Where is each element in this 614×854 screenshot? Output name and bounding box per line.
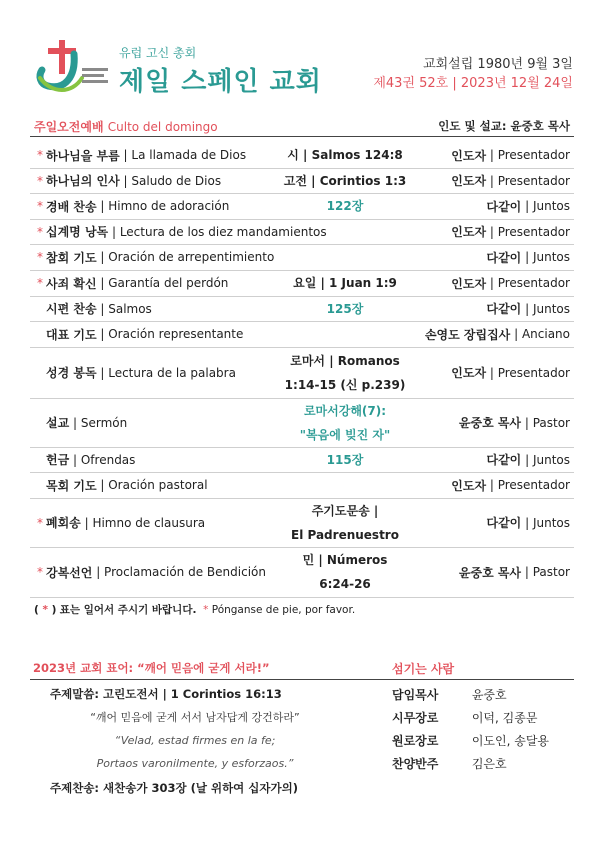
item-name-es: Himno de adoración <box>108 199 230 213</box>
servers-heading: 섬기는 사람 <box>392 662 455 676</box>
item-sep: | <box>69 415 81 430</box>
item-name-ko: 강복선언 <box>46 565 93 580</box>
item-label <box>34 270 228 296</box>
item-name-ko: 십계명 낭독 <box>46 225 109 239</box>
item-reference-line1: 주기도문송 | <box>311 503 379 518</box>
item-reference <box>265 142 425 168</box>
stand-marker: * <box>37 148 43 162</box>
item-name-ko: 사죄 확신 <box>46 276 97 291</box>
leader-sep: | <box>510 327 522 341</box>
item-label <box>34 244 274 270</box>
leader-sep: | <box>486 276 498 290</box>
leader-ko: 다같이 <box>486 453 522 467</box>
motto-text-es-1: “Velad, estad firmes en la fe; <box>114 734 276 747</box>
leader-es: Juntos <box>532 250 570 264</box>
item-leader <box>486 447 570 472</box>
item-reference-line1: 125장 <box>326 301 364 316</box>
leader-es: Juntos <box>532 301 570 316</box>
item-reference-line1: 로마서 | Romanos <box>290 353 400 368</box>
leader-es: Presentador <box>497 148 570 162</box>
server-role: 원로장로 <box>392 734 439 748</box>
item-sep: | <box>96 301 109 316</box>
stand-marker: * <box>37 515 43 530</box>
item-leader <box>451 142 570 168</box>
leader-sep: | <box>521 565 533 579</box>
item-name-es: Salmos <box>108 301 152 316</box>
leader-sep: | <box>521 301 533 316</box>
item-leader <box>486 244 570 270</box>
worship-item <box>30 498 574 548</box>
stand-marker: * <box>37 199 43 213</box>
item-reference <box>265 219 425 244</box>
server-names: 이도인, 송달용 <box>471 734 550 748</box>
preacher-line: 인도 및 설교: 윤중호 목사 <box>438 119 570 133</box>
leader-es: Pastor <box>532 565 570 579</box>
item-label <box>34 472 208 498</box>
item-label <box>34 347 236 398</box>
worship-item <box>30 168 574 194</box>
leader-sep: | <box>521 515 533 530</box>
server-row <box>392 755 507 772</box>
worship-item <box>30 447 574 473</box>
item-leader <box>486 193 570 219</box>
item-reference-line1: 시 | Salmos 124:8 <box>287 148 403 162</box>
item-leader <box>451 219 570 244</box>
item-reference-line1: 고전 | Corintios 1:3 <box>283 173 407 188</box>
stand-marker: * <box>37 224 43 239</box>
church-name: 제일 스페인 교회 <box>119 67 322 97</box>
item-label <box>34 398 127 447</box>
item-leader <box>451 347 570 398</box>
item-reference-line1: 115장 <box>326 452 364 467</box>
stand-marker: * <box>37 173 43 188</box>
service-header <box>30 110 574 137</box>
item-name-es: La llamada de Dios <box>131 148 247 162</box>
item-name-es: Lectura de los diez mandamientos <box>119 224 327 239</box>
item-sep: | <box>108 224 120 239</box>
standing-note: ( * ) 표는 일어서 주시기 바랍니다. * Pónganse de pie, por favor. <box>34 604 356 616</box>
server-names: 이덕, 김종문 <box>471 711 538 725</box>
leader-es: Presentador <box>497 173 570 188</box>
item-sep: | <box>96 199 109 213</box>
leader-ko: 인도자 <box>451 148 487 163</box>
motto-hymn: 주제찬송: 새찬송가 303장 (날 위하여 십자가의) <box>50 781 298 795</box>
note-ko: 표는 일어서 주시기 바랍니다. <box>59 604 197 616</box>
worship-item <box>30 296 574 322</box>
leader-ko: 손영도 장립집사 <box>424 327 511 342</box>
worship-item <box>30 347 574 399</box>
worship-item <box>30 244 574 271</box>
item-name-ko: 경배 찬송 <box>46 199 97 214</box>
item-reference-line1: 122장 <box>326 199 364 213</box>
leader-ko: 인도자 <box>451 478 487 493</box>
stand-marker: * <box>37 565 43 579</box>
motto-verse: 주제말씀: 고린도전서 | 1 Corintios 16:13 <box>50 687 282 701</box>
item-reference <box>265 244 425 270</box>
item-leader <box>451 168 570 193</box>
worship-item <box>30 398 574 448</box>
item-sep: | <box>96 327 109 341</box>
leader-es: Presentador <box>497 478 570 492</box>
server-role: 담임목사 <box>392 688 439 702</box>
leader-es: Juntos <box>532 199 570 213</box>
item-sep: | <box>96 276 109 290</box>
org-subtitle: 유럽 고신 총회 <box>119 46 197 60</box>
item-name-es: Sermón <box>80 415 128 430</box>
leader-es: Presentador <box>497 224 570 239</box>
item-label <box>34 547 266 597</box>
service-title <box>34 118 218 135</box>
item-leader <box>425 321 570 347</box>
server-names: 김은호 <box>471 757 507 771</box>
item-sep: | <box>92 565 105 579</box>
founded-date: 교회설립 1980년 9월 3일 <box>423 57 573 72</box>
service-title-es: Culto del domingo <box>107 120 218 134</box>
item-name-ko: 폐회송 <box>46 516 81 530</box>
item-leader <box>459 398 570 447</box>
item-name-es: Oración pastoral <box>108 478 208 492</box>
service-title-ko: 주일오전예배 <box>34 120 104 134</box>
item-name-es: Himno de clausura <box>92 515 206 530</box>
server-row <box>392 732 549 749</box>
divider <box>30 679 574 680</box>
leader-ko: 다같이 <box>486 250 522 265</box>
item-sep: | <box>119 173 132 188</box>
item-name-ko: 하나님의 인사 <box>46 174 120 188</box>
item-sep: | <box>96 365 109 380</box>
item-name-ko: 시편 찬송 <box>46 302 97 316</box>
note-es: Pónganse de pie, por favor. <box>211 604 356 616</box>
worship-item <box>30 321 574 348</box>
issue-info: 제43권 52호 | 2023년 12월 24일 <box>373 76 573 91</box>
leader-ko: 인도자 <box>451 225 487 239</box>
motto-text-es-2: Portaos varonilmente, y esforzaos.” <box>96 757 294 770</box>
leader-es: Juntos <box>532 452 570 467</box>
item-reference <box>265 168 425 193</box>
item-reference <box>265 447 425 472</box>
worship-item <box>30 142 574 169</box>
item-name-ko: 목회 기도 <box>46 478 97 493</box>
item-name-ko: 대표 기도 <box>46 327 97 342</box>
leader-ko: 다같이 <box>486 302 522 316</box>
item-name-es: Saludo de Dios <box>131 173 222 188</box>
worship-item <box>30 547 574 598</box>
item-sep: | <box>80 515 93 530</box>
item-leader <box>486 296 570 321</box>
item-reference <box>265 498 425 547</box>
item-label <box>34 168 221 193</box>
item-reference-line2: El Padrenuestro <box>291 527 399 542</box>
server-role: 찬양반주 <box>392 757 439 771</box>
item-leader <box>451 270 570 296</box>
item-leader <box>459 547 570 597</box>
leader-ko: 윤중호 목사 <box>458 416 522 430</box>
leader-es: Presentador <box>497 276 570 290</box>
item-label <box>34 142 246 168</box>
item-reference <box>265 472 425 498</box>
leader-es: Anciano <box>521 327 570 341</box>
item-label <box>34 193 229 219</box>
item-reference-line1: 민 | Números <box>302 553 388 567</box>
server-names: 윤중호 <box>471 688 507 702</box>
item-reference <box>265 321 425 347</box>
item-leader <box>486 498 570 547</box>
leader-sep: | <box>521 452 533 467</box>
church-logo <box>34 38 112 100</box>
item-reference <box>265 193 425 219</box>
worship-item <box>30 219 574 245</box>
leader-ko: 인도자 <box>451 174 487 188</box>
leader-sep: | <box>521 415 533 430</box>
item-sep: | <box>119 148 132 162</box>
item-reference-line2: 6:24-26 <box>319 577 371 591</box>
item-name-ko: 헌금 <box>46 453 70 467</box>
worship-item <box>30 270 574 297</box>
leader-sep: | <box>521 250 533 264</box>
item-label <box>34 296 152 321</box>
item-name-es: Oración de arrepentimiento <box>108 250 275 264</box>
item-reference-line2: 1:14-15 (신 p.239) <box>284 377 406 392</box>
leader-ko: 인도자 <box>451 276 487 291</box>
item-reference <box>265 347 425 398</box>
leader-ko: 다같이 <box>486 199 522 214</box>
item-reference <box>265 398 425 447</box>
item-reference-line1: 요일 | 1 Juan 1:9 <box>293 276 397 290</box>
leader-sep: | <box>486 173 498 188</box>
leader-sep: | <box>486 148 498 162</box>
leader-sep: | <box>521 199 533 213</box>
item-name-es: Ofrendas <box>80 452 136 467</box>
item-reference-line1: 로마서강해(7): <box>303 403 387 418</box>
leader-ko: 윤중호 목사 <box>458 565 522 580</box>
item-name-ko: 참회 기도 <box>46 250 97 265</box>
worship-item <box>30 472 574 499</box>
worship-item <box>30 193 574 220</box>
leader-sep: | <box>486 365 498 380</box>
item-sep: | <box>96 478 109 492</box>
stand-marker: * <box>37 250 43 264</box>
item-reference <box>265 270 425 296</box>
leader-sep: | <box>486 478 498 492</box>
leader-es: Juntos <box>532 515 570 530</box>
item-sep: | <box>69 452 81 467</box>
item-leader <box>451 472 570 498</box>
item-name-es: Garantía del perdón <box>108 276 229 290</box>
stand-marker: * <box>37 276 43 290</box>
server-role: 시무장로 <box>392 711 439 725</box>
item-label <box>34 498 205 547</box>
server-row <box>392 686 507 703</box>
item-label <box>34 321 243 347</box>
server-row <box>392 709 537 726</box>
item-name-es: Oración representante <box>108 327 244 341</box>
leader-ko: 인도자 <box>451 366 487 380</box>
item-sep: | <box>96 250 109 264</box>
item-label <box>34 447 135 472</box>
item-reference <box>265 547 425 597</box>
item-name-es: Lectura de la palabra <box>108 365 236 380</box>
item-name-es: Proclamación de Bendición <box>104 565 266 579</box>
leader-es: Pastor <box>532 415 570 430</box>
item-reference <box>265 296 425 321</box>
item-name-ko: 하나님을 부름 <box>46 148 120 163</box>
motto-text-ko: “깨어 믿음에 굳게 서서 남자답게 강건하라” <box>90 711 300 724</box>
motto-heading: 2023년 교회 표어: “깨어 믿음에 굳게 서라!” <box>33 661 270 675</box>
leader-ko: 다같이 <box>486 516 522 530</box>
leader-es: Presentador <box>497 365 570 380</box>
item-name-ko: 성경 봉독 <box>46 366 97 380</box>
leader-sep: | <box>486 224 498 239</box>
item-reference-line2: "복음에 빚진 자" <box>299 427 391 442</box>
item-name-ko: 설교 <box>46 416 70 430</box>
